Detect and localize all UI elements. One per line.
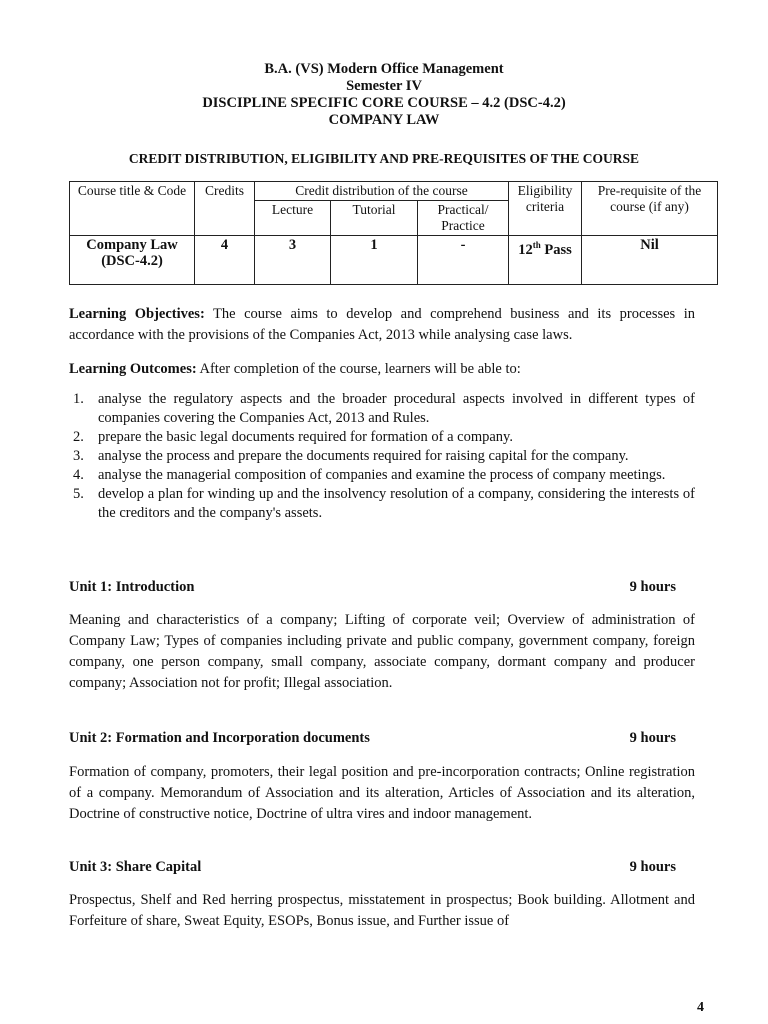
unit-title: Unit 1: Introduction (69, 579, 195, 595)
header-practical: Practical/ Practice (418, 201, 509, 236)
list-text: analyse the process and prepare the documents required for raising capital for the company. (98, 448, 629, 464)
cell-course: Company Law (DSC-4.2) (70, 236, 195, 285)
header-credit-distribution: Credit distribution of the course (255, 182, 509, 201)
outcomes-list (69, 390, 695, 523)
list-number: 2. (73, 429, 84, 445)
list-item (69, 390, 695, 428)
unit-hours: 9 hours (629, 859, 676, 875)
credit-distribution-table (69, 181, 718, 285)
cell-eligibility (509, 236, 582, 285)
objectives-label: Learning Objectives: (69, 306, 205, 322)
list-item (69, 485, 695, 523)
course-type-title: DISCIPLINE SPECIFIC CORE COURSE – 4.2 (DSC-4.2) (202, 95, 566, 111)
header-eligibility: Eligibility criteria (509, 182, 582, 236)
table-header-row (70, 182, 718, 201)
header-credits: Credits (195, 182, 255, 236)
unit-title: Unit 3: Share Capital (69, 859, 202, 875)
outcomes-text: After completion of the course, learners will be able to: (196, 361, 521, 377)
unit-1-content: Meaning and characteristics of a company; Lifting of corporate veil; Overview of administration of Company Law; Types of companies including private and public company, government company, foreign company, one person company, small company, associate company, dormant company and producer company; Association not for profit; Illegal association. (69, 612, 695, 691)
list-number: 5. (73, 486, 84, 502)
unit-title: Unit 2: Formation and Incorporation documents (69, 730, 370, 746)
eligibility-value: 12 (518, 241, 533, 258)
page-number: 4 (697, 1000, 704, 1015)
header-tutorial: Tutorial (331, 201, 418, 236)
list-text: analyse the managerial composition of companies and examine the process of company meetings. (98, 467, 666, 483)
learning-outcomes-intro (69, 359, 695, 380)
unit-3-content: Prospectus, Shelf and Red herring prospectus, misstatement in prospectus; Book building. Allotment and Forfeiture of share, Sweat Equity, ESOPs, Bonus issue, and Further issue of (69, 892, 695, 929)
list-text: prepare the basic legal documents required for formation of a company. (98, 429, 513, 445)
unit-hours: 9 hours (629, 579, 676, 595)
header-course-title: Course title & Code (70, 182, 195, 236)
section-title: CREDIT DISTRIBUTION, ELIGIBILITY AND PRE-REQUISITES OF THE COURSE (128, 151, 640, 166)
cell-practical: - (418, 236, 509, 285)
unit-2-heading (69, 730, 676, 747)
unit-hours: 9 hours (629, 730, 676, 746)
header-lecture: Lecture (255, 201, 331, 236)
eligibility-rest: Pass (540, 241, 572, 258)
unit-3-heading (69, 859, 676, 876)
cell-credits: 4 (195, 236, 255, 285)
list-number: 1. (73, 391, 84, 407)
list-text: analyse the regulatory aspects and the broader procedural aspects involved in different types of companies covering the Companies Act, 2013 and Rules. (98, 391, 695, 426)
document-header (0, 61, 768, 129)
unit-1-heading (69, 579, 676, 596)
header-prerequisite: Pre-requisite of the course (if any) (582, 182, 718, 236)
table-row (70, 236, 718, 285)
list-number: 3. (73, 448, 84, 464)
outcomes-label: Learning Outcomes: (69, 361, 197, 377)
list-item (69, 466, 695, 485)
list-item (69, 428, 695, 447)
course-name-title: COMPANY LAW (328, 112, 440, 128)
cell-prerequisite: Nil (582, 236, 718, 285)
list-number: 4. (73, 467, 84, 483)
list-text: develop a plan for winding up and the insolvency resolution of a company, considering the interests of the creditors and the company's assets. (98, 486, 695, 521)
semester-label: Semester IV (346, 78, 422, 94)
unit-2-content: Formation of company, promoters, their legal position and pre-incorporation contracts; Online registration of a company. Memorandum of Association and its alteration, Articles of Association and its alteration, Doctrine of constructive notice, Doctrine of ultra vires and indoor management. (69, 764, 695, 822)
objectives-text: The course aims to develop and comprehend business and its processes in accordance with the provisions of the Companies Act, 2013 while analysing case laws. (69, 306, 695, 343)
learning-objectives (69, 304, 695, 346)
cell-tutorial: 1 (331, 236, 418, 285)
eligibility-suffix: th (532, 240, 541, 250)
cell-lecture: 3 (255, 236, 331, 285)
program-title: B.A. (VS) Modern Office Management (264, 61, 504, 77)
list-item (69, 447, 695, 466)
